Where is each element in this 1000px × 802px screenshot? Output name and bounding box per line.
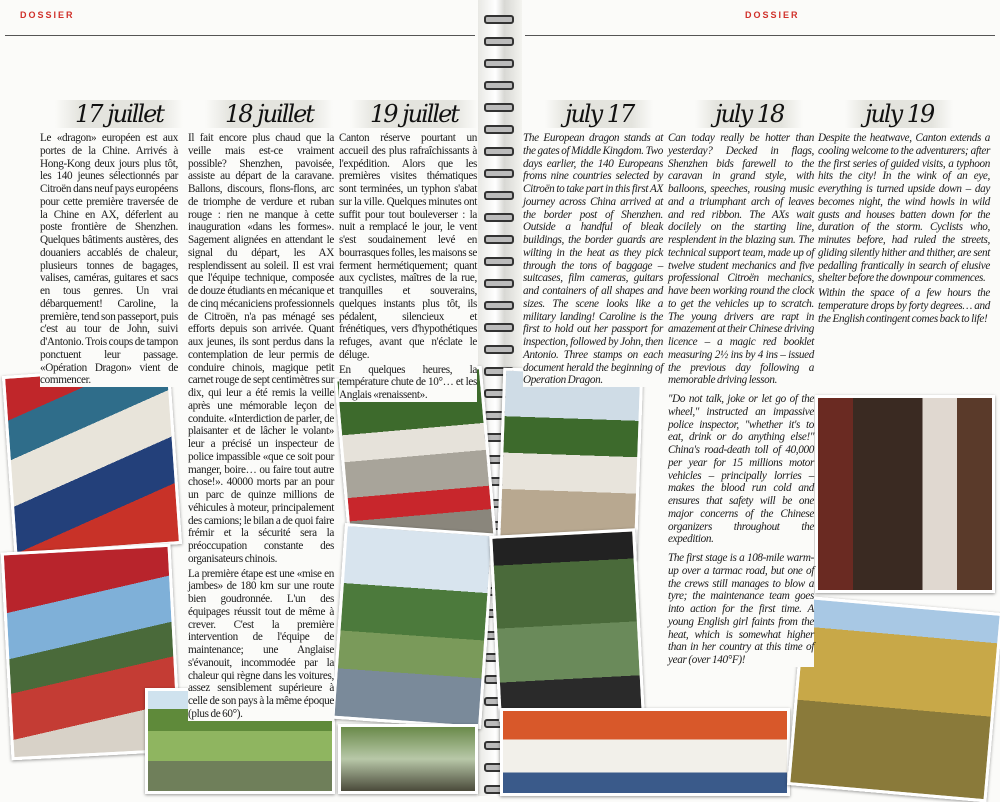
text-column — [818, 132, 990, 325]
spiral-ring — [484, 345, 514, 354]
paragraph: The European dragon stands at the gates of Middle Kingdom. Two days earlier, the 140 Europeans froms nine countries selected by Citroën to take part in this first AX journey across China arrived at the border post of Shenzhen. Outside a handful of bleak buildings, the border guards are wilting in the heat as they pick through the tons of baggage – suitcases, film cameras, guitars and containers of all shapes and sizes. The scene looks like a military landing! Caroline is the first to hold out her passport for inspection, followed by John, then Antonio. Three stamps on each document herald the beginning of Operation Dragon. — [523, 132, 663, 387]
spiral-ring — [484, 323, 514, 332]
paragraph: Il fait encore plus chaud que la veille mais est-ce vraiment possible? Shenzhen, pavoisée, assiste au départ de la caravane. Ballons, discours, flons-flons, arc de triomphe de verdure et ruban rouge : rien ne manque à cette inauguration «dans les formes». Sagement alignées en attendant le signal du départ, les AX resplendissent au soleil. Il est vrai que l'équipe technique, composée de douze étudiants en mécanique et de cinq mécaniciens professionnels de Citroën, n'a pas ménagé ses efforts depuis son arrivée. Quant aux jeunes, ils sont perdus dans la contemplation de leur permis de conduire chinois, magique petit carnet rouge de sept centimètres sur dix, qui leur a été remis la veille après une mémorable leçon de conduite. «Interdiction de parler, de plaisanter et de lâcher le volant» leur a précisé un inspecteur de police impassible «que ce soit pour manger, boire… ou faire tout autre chose!». 40000 morts par an pour un parc de quinze millions de véhicules à moteur, principalement des camions; le bilan a de quoi faire frémir et la sécurité sera la préoccupation constante des organisateurs chinois. — [188, 132, 334, 565]
paragraph: The first stage is a 108-mile warm-up over a tarmac road, but one of the crews still manages to blow a tyre; the maintenance team goes into action for the first time. A young English girl faints from the heat, which is somewhat higher than in her country at this time of year (over 140°F)! — [668, 552, 814, 666]
date-heading: july 17 — [545, 100, 653, 128]
paragraph: La première étape est une «mise en jambes» de 180 km sur une route bien goudronnée. L'un des équipages réussit tout de même à crever. C'est la première intervention de l'équipe de maintenance; une Anglaise s'évanouit, incommodée par la chaleur qui règne dans les voitures, assez sensiblement supérieure à celle de son pays à la même époque (plus de 60°). — [188, 567, 334, 720]
spiral-ring — [484, 15, 514, 24]
paragraph: En quelques heures, la température chute de 10°… et les Anglais «renaissent». — [339, 363, 477, 401]
paragraph: ''Do not talk, joke or let go of the wheel,'' instructed an impassive police inspector, ''whether it's to eat, drink or do anything else!'' China's road-death toll of 40,000 per year for 15 millions motor vehicles – principally lorries – makes the blood run cold and ensures that safety will be one major concerns of the Chinese organizers throughout the expedition. — [668, 393, 814, 546]
section-header-left: DOSSIER — [20, 10, 75, 20]
paragraph: Within the space of a few hours the temperature drops by forty degrees… and the English contingent comes back to life! — [818, 287, 990, 325]
spiral-ring — [484, 37, 514, 46]
text-column — [668, 132, 814, 667]
section-header-right: DOSSIER — [745, 10, 800, 20]
spiral-ring — [484, 81, 514, 90]
photo-doorway — [815, 395, 995, 593]
text-column — [339, 132, 477, 402]
photo-farmer — [787, 596, 1000, 802]
spiral-ring — [484, 279, 514, 288]
date-heading: 19 juillet — [350, 100, 478, 128]
paragraph: Canton réserve pourtant un accueil des plus rafraîchissants à l'expédition. Alors que les premières visites thématiques sont terminées, un typhon s'abat sur la ville. Quelques minutes ont suffit pour tout bouleverser : la nuit a remplacé le jour, le vent s'est soudainement levé en bourrasques folles, les maisons se ferment hermétiquement; quant aux cyclistes, maîtres de la rue, tranquilles et souverains, quelques instants plus tôt, ils pédalent, silencieux et frénétiques, vers d'hypothétiques refuges, avant que n'éclate le déluge. — [339, 132, 477, 361]
date-heading: 17 juillet — [55, 100, 183, 128]
paragraph: Despite the heatwave, Canton extends a cooling welcome to the adventurers; after the first series of guided visits, a typhoon hits the city! In the wink of an eye, everything is turned upside down – day becomes night, the wind howls in wild gusts and houses batten down for the duration of the storm. Cyclists who, minutes before, had ruled the streets, gliding silently hither and thither, are sent pedalling frantically in search of elusive shelter before the downpour commences. — [818, 132, 990, 285]
photo-group — [500, 708, 790, 796]
text-column — [40, 132, 178, 387]
paragraph: Can today really be hotter than yesterday? Decked in flags, Shenzhen bids farewell to the caravan in grand style, with balloons, speeches, rousing music and a triumphant arch of leaves and red ribbon. The AXs wait docilely on the starting line, resplendent in the blazing sun. The technical support team, made up of twelve student mechanics and five professional Citroën mechanics, have been working round the clock to get the vehicles up to scratch. The young drivers are rapt in amazement at their Chinese driving licence – a magic red booklet measuring 2½ ins by 4 ins – issued the previous day following a memorable driving lesson. — [668, 132, 814, 387]
spiral-ring — [484, 103, 514, 112]
spiral-ring — [484, 301, 514, 310]
photo-valley — [331, 523, 494, 729]
photo-water-buffalo — [338, 724, 478, 794]
text-column — [188, 132, 334, 721]
paragraph: Le «dragon» européen est aux portes de la Chine. Arrivés à Hong-Kong deux jours plus tôt, les 140 jeunes sélectionnés par Citroën dans neuf pays européens pour cette première traversée de la Chine en AX, déferlent au poste frontière de Shenzhen. Quelques bâtiments austères, des douaniers accablés de chaleur, plusieurs tonnes de bagages, valises, caméras, guitares et sacs en tous genres. Un vrai débarquement! Caroline, la première, tend son passeport, puis c'est au tour de John, suivi d'Antonio. Trois coups de tampon ponctuent leur passage. «Opération Dragon» vient de commencer. — [40, 132, 178, 387]
spiral-ring — [484, 213, 514, 222]
photo-ceremony — [2, 364, 182, 555]
date-heading: 18 juillet — [205, 100, 333, 128]
photo-countryside — [489, 528, 645, 721]
spiral-ring — [484, 169, 514, 178]
date-heading: july 18 — [695, 100, 803, 128]
spiral-ring — [484, 147, 514, 156]
spiral-ring — [484, 125, 514, 134]
spiral-ring — [484, 191, 514, 200]
date-heading: july 19 — [845, 100, 953, 128]
spiral-ring — [484, 59, 514, 68]
header-rule-left — [5, 35, 475, 36]
spiral-ring — [484, 235, 514, 244]
text-column — [523, 132, 663, 387]
spiral-ring — [484, 257, 514, 266]
header-rule-right — [525, 35, 995, 36]
